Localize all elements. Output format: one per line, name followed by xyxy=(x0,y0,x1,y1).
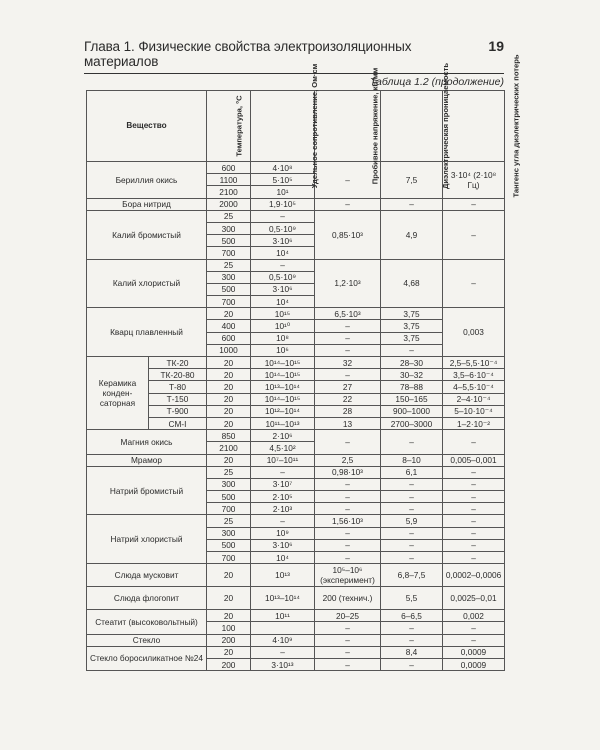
breakdown-cell: 28 xyxy=(315,405,381,417)
breakdown-cell: – xyxy=(315,430,381,454)
tangent-cell: 2,5–5,5·10⁻⁴ xyxy=(443,357,505,369)
resistivity-cell: 10¹¹ xyxy=(251,610,315,622)
breakdown-cell: – xyxy=(315,527,381,539)
tangent-cell: 0,0009 xyxy=(443,658,505,670)
resistivity-cell: 0,5·10⁹ xyxy=(251,271,315,283)
temperature-cell: 20 xyxy=(207,587,251,610)
temperature-cell: 700 xyxy=(207,247,251,259)
breakdown-cell: – xyxy=(315,320,381,332)
table-row xyxy=(87,308,505,320)
resistivity-cell: – xyxy=(251,515,315,527)
resistivity-cell: 10⁴ xyxy=(251,247,315,259)
substance-cell: Магния окись xyxy=(87,430,207,454)
breakdown-cell: 20–25 xyxy=(315,610,381,622)
temperature-cell: 1100 xyxy=(207,174,251,186)
table-row xyxy=(87,430,505,442)
table-row xyxy=(87,417,505,429)
temperature-cell: 300 xyxy=(207,527,251,539)
permittivity-cell: – xyxy=(381,539,443,551)
resistivity-cell: – xyxy=(251,646,315,658)
temperature-cell: 25 xyxy=(207,466,251,478)
permittivity-cell: 6,8–7,5 xyxy=(381,564,443,587)
temperature-cell: 2100 xyxy=(207,442,251,454)
temperature-cell: 200 xyxy=(207,634,251,646)
permittivity-cell: – xyxy=(381,634,443,646)
resistivity-cell: 10¹¹–10¹³ xyxy=(251,417,315,429)
temperature-cell: 20 xyxy=(207,564,251,587)
tangent-cell: 0,0025–0,01 xyxy=(443,587,505,610)
resistivity-cell: 4·10⁹ xyxy=(251,634,315,646)
breakdown-cell: 6,5·10³ xyxy=(315,308,381,320)
tangent-cell: 0,003 xyxy=(443,308,505,357)
tangent-cell: – xyxy=(443,210,505,259)
breakdown-cell: 27 xyxy=(315,381,381,393)
substance-cell: Стекло xyxy=(87,634,207,646)
permittivity-cell: 900–1000 xyxy=(381,405,443,417)
header-resistivity: Удельное сопротивление, Ом·см xyxy=(251,91,315,162)
temperature-cell: 1000 xyxy=(207,344,251,356)
tangent-cell: – xyxy=(443,259,505,308)
permittivity-cell: – xyxy=(381,344,443,356)
temperature-cell: 20 xyxy=(207,369,251,381)
breakdown-cell: 0,98·10³ xyxy=(315,466,381,478)
resistivity-cell: 10¹⁴–10¹⁵ xyxy=(251,357,315,369)
resistivity-cell: 10⁴ xyxy=(251,296,315,308)
tangent-cell: – xyxy=(443,552,505,564)
resistivity-cell: 10¹³–10¹⁴ xyxy=(251,587,315,610)
tangent-cell: 1–2·10⁻² xyxy=(443,417,505,429)
resistivity-cell: – xyxy=(251,259,315,271)
permittivity-cell: – xyxy=(381,658,443,670)
resistivity-cell: 3·10⁶ xyxy=(251,283,315,295)
permittivity-cell: 150–165 xyxy=(381,393,443,405)
temperature-cell: 20 xyxy=(207,381,251,393)
permittivity-cell: 5,9 xyxy=(381,515,443,527)
resistivity-cell: 10⁶ xyxy=(251,344,315,356)
resistivity-cell: 10⁸ xyxy=(251,332,315,344)
resistivity-cell: 10¹³–10¹⁴ xyxy=(251,381,315,393)
substance-cell: Калий бромистый xyxy=(87,210,207,259)
breakdown-cell: 32 xyxy=(315,357,381,369)
temperature-cell: 850 xyxy=(207,430,251,442)
tangent-cell: – xyxy=(443,622,505,634)
resistivity-cell: 10⁷–10¹¹ xyxy=(251,454,315,466)
temperature-cell: 600 xyxy=(207,162,251,174)
grade-cell: ТК-20 xyxy=(149,357,207,369)
breakdown-cell: 13 xyxy=(315,417,381,429)
tangent-cell: 2–4·10⁻⁴ xyxy=(443,393,505,405)
breakdown-cell: – xyxy=(315,162,381,199)
substance-cell: Мрамор xyxy=(87,454,207,466)
header-temperature: Температура, °С xyxy=(207,91,251,162)
header-substance: Вещество xyxy=(87,91,207,162)
breakdown-cell: – xyxy=(315,478,381,490)
header-breakdown: Пробивное напряжение, кВ/мм xyxy=(315,91,381,162)
table-row xyxy=(87,454,505,466)
tangent-cell: – xyxy=(443,478,505,490)
resistivity-cell: 1,9·10⁵ xyxy=(251,198,315,210)
permittivity-cell: 8,4 xyxy=(381,646,443,658)
permittivity-cell: – xyxy=(381,430,443,454)
permittivity-cell: – xyxy=(381,478,443,490)
permittivity-cell: – xyxy=(381,527,443,539)
breakdown-cell: 0,85·10³ xyxy=(315,210,381,259)
tangent-cell: – xyxy=(443,527,505,539)
tangent-cell: – xyxy=(443,198,505,210)
table-body xyxy=(87,162,505,671)
substance-cell: Слюда флогопит xyxy=(87,587,207,610)
tangent-cell: 3·10⁴ (2·10⁸ Гц) xyxy=(443,162,505,199)
substance-cell: Стекло боросиликатное №24 xyxy=(87,646,207,670)
substance-cell: Стеатит (высоковольтный) xyxy=(87,610,207,634)
table-row xyxy=(87,587,505,610)
header-tangent: Тангенс угла диэлектрических потерь xyxy=(443,91,505,162)
permittivity-cell: 6–6,5 xyxy=(381,610,443,622)
breakdown-cell: – xyxy=(315,634,381,646)
header-permittivity: Диэлектрическая проницаемость xyxy=(381,91,443,162)
table-row xyxy=(87,259,505,271)
permittivity-cell: 30–32 xyxy=(381,369,443,381)
breakdown-cell: 1,2·10³ xyxy=(315,259,381,308)
page-number: 19 xyxy=(488,38,504,54)
permittivity-cell: 6,1 xyxy=(381,466,443,478)
permittivity-cell: – xyxy=(381,198,443,210)
resistivity-cell: 3·10¹³ xyxy=(251,658,315,670)
temperature-cell: 20 xyxy=(207,454,251,466)
temperature-cell: 20 xyxy=(207,646,251,658)
permittivity-cell: – xyxy=(381,622,443,634)
tangent-cell: 0,002 xyxy=(443,610,505,622)
grade-cell: ТК-20-80 xyxy=(149,369,207,381)
resistivity-cell: – xyxy=(251,466,315,478)
resistivity-cell: – xyxy=(251,210,315,222)
permittivity-cell: 28–30 xyxy=(381,357,443,369)
tangent-cell: 5–10·10⁻⁴ xyxy=(443,405,505,417)
tangent-cell: 0,005–0,001 xyxy=(443,454,505,466)
substance-cell: Бора нитрид xyxy=(87,198,207,210)
resistivity-cell: 10¹⁴–10¹⁵ xyxy=(251,393,315,405)
breakdown-cell: – xyxy=(315,658,381,670)
temperature-cell: 20 xyxy=(207,417,251,429)
tangent-cell: – xyxy=(443,634,505,646)
substance-cell: Натрий хлористый xyxy=(87,515,207,564)
temperature-cell: 300 xyxy=(207,222,251,234)
temperature-cell: 400 xyxy=(207,320,251,332)
table-row xyxy=(87,564,505,587)
breakdown-cell: – xyxy=(315,198,381,210)
temperature-cell: 25 xyxy=(207,210,251,222)
resistivity-cell xyxy=(251,622,315,634)
permittivity-cell: 3,75 xyxy=(381,332,443,344)
breakdown-cell: 200 (технич.) xyxy=(315,587,381,610)
permittivity-cell: – xyxy=(381,491,443,503)
resistivity-cell: 0,5·10⁹ xyxy=(251,222,315,234)
table-row xyxy=(87,357,505,369)
resistivity-cell: 10¹⁰ xyxy=(251,320,315,332)
resistivity-cell: 10¹²–10¹⁴ xyxy=(251,405,315,417)
breakdown-cell: – xyxy=(315,646,381,658)
substance-cell: Калий хлористый xyxy=(87,259,207,308)
resistivity-cell: 3·10⁶ xyxy=(251,235,315,247)
temperature-cell: 500 xyxy=(207,235,251,247)
table-row xyxy=(87,198,505,210)
temperature-cell: 100 xyxy=(207,622,251,634)
temperature-cell: 300 xyxy=(207,271,251,283)
temperature-cell: 20 xyxy=(207,393,251,405)
breakdown-cell: 1,56·10³ xyxy=(315,515,381,527)
substance-cell: Кварц плавленный xyxy=(87,308,207,357)
tangent-cell: – xyxy=(443,503,505,515)
breakdown-cell: 2,5 xyxy=(315,454,381,466)
table-row xyxy=(87,369,505,381)
permittivity-cell: – xyxy=(381,503,443,515)
temperature-cell: 700 xyxy=(207,552,251,564)
grade-cell: Т-80 xyxy=(149,381,207,393)
substance-cell: Керамика конден-саторная xyxy=(87,357,149,430)
temperature-cell: 600 xyxy=(207,332,251,344)
resistivity-cell: 2·10⁵ xyxy=(251,491,315,503)
temperature-cell: 700 xyxy=(207,296,251,308)
tangent-cell: – xyxy=(443,430,505,454)
breakdown-cell: – xyxy=(315,503,381,515)
substance-cell: Слюда мусковит xyxy=(87,564,207,587)
temperature-cell: 2000 xyxy=(207,198,251,210)
table-row xyxy=(87,405,505,417)
table-header-row xyxy=(87,91,505,162)
breakdown-cell: – xyxy=(315,552,381,564)
permittivity-cell: 3,75 xyxy=(381,308,443,320)
permittivity-cell: 78–88 xyxy=(381,381,443,393)
temperature-cell: 20 xyxy=(207,357,251,369)
table-row xyxy=(87,210,505,222)
temperature-cell: 500 xyxy=(207,539,251,551)
permittivity-cell: 7,5 xyxy=(381,162,443,199)
temperature-cell: 300 xyxy=(207,478,251,490)
permittivity-cell: 4,9 xyxy=(381,210,443,259)
tangent-cell: – xyxy=(443,466,505,478)
table-row xyxy=(87,381,505,393)
breakdown-cell: – xyxy=(315,344,381,356)
permittivity-cell: 8–10 xyxy=(381,454,443,466)
temperature-cell: 500 xyxy=(207,491,251,503)
resistivity-cell: 4,5·10² xyxy=(251,442,315,454)
resistivity-cell: 2·10³ xyxy=(251,503,315,515)
breakdown-cell: – xyxy=(315,622,381,634)
tangent-cell: – xyxy=(443,515,505,527)
breakdown-cell: – xyxy=(315,539,381,551)
temperature-cell: 500 xyxy=(207,283,251,295)
table-row xyxy=(87,646,505,658)
resistivity-cell: 10¹⁵ xyxy=(251,308,315,320)
breakdown-cell: – xyxy=(315,369,381,381)
breakdown-cell: 22 xyxy=(315,393,381,405)
temperature-cell: 25 xyxy=(207,515,251,527)
resistivity-cell: 3·10⁷ xyxy=(251,478,315,490)
breakdown-cell: 10⁵–10⁶ (эксперимент) xyxy=(315,564,381,587)
table-row xyxy=(87,634,505,646)
breakdown-cell: – xyxy=(315,491,381,503)
permittivity-cell: 2700–3000 xyxy=(381,417,443,429)
table-row xyxy=(87,515,505,527)
resistivity-cell: 10¹ xyxy=(251,186,315,198)
temperature-cell: 20 xyxy=(207,308,251,320)
resistivity-cell: 2·10⁶ xyxy=(251,430,315,442)
tangent-cell: – xyxy=(443,491,505,503)
temperature-cell: 20 xyxy=(207,610,251,622)
table-row xyxy=(87,610,505,622)
temperature-cell: 200 xyxy=(207,658,251,670)
grade-cell: Т-150 xyxy=(149,393,207,405)
permittivity-cell: 3,75 xyxy=(381,320,443,332)
tangent-cell: 0,0009 xyxy=(443,646,505,658)
resistivity-cell: 10⁴ xyxy=(251,552,315,564)
substance-cell: Бериллия окись xyxy=(87,162,207,199)
table-row xyxy=(87,393,505,405)
breakdown-cell: – xyxy=(315,332,381,344)
resistivity-cell: 10⁹ xyxy=(251,527,315,539)
permittivity-cell: 5,5 xyxy=(381,587,443,610)
temperature-cell: 20 xyxy=(207,405,251,417)
resistivity-cell: 10¹³ xyxy=(251,564,315,587)
resistivity-cell: 10¹⁴–10¹⁵ xyxy=(251,369,315,381)
chapter-title: Глава 1. Физические свойства электроизоляционных материалов xyxy=(84,39,412,69)
resistivity-cell: 5·10⁵ xyxy=(251,174,315,186)
temperature-cell: 25 xyxy=(207,259,251,271)
tangent-cell: 4–5,5·10⁻⁴ xyxy=(443,381,505,393)
temperature-cell: 700 xyxy=(207,503,251,515)
table-row xyxy=(87,466,505,478)
tangent-cell: 0,0002–0,0006 xyxy=(443,564,505,587)
permittivity-cell: 4,68 xyxy=(381,259,443,308)
table-caption: Таблица 1.2 (продолжение) xyxy=(369,76,504,88)
substance-cell: Натрий бромистый xyxy=(87,466,207,515)
grade-cell: Т-900 xyxy=(149,405,207,417)
permittivity-cell: – xyxy=(381,552,443,564)
tangent-cell: 3,5–6·10⁻⁴ xyxy=(443,369,505,381)
grade-cell: СМ-I xyxy=(149,417,207,429)
resistivity-cell: 4·10⁸ xyxy=(251,162,315,174)
temperature-cell: 2100 xyxy=(207,186,251,198)
tangent-cell: – xyxy=(443,539,505,551)
resistivity-cell: 3·10⁶ xyxy=(251,539,315,551)
